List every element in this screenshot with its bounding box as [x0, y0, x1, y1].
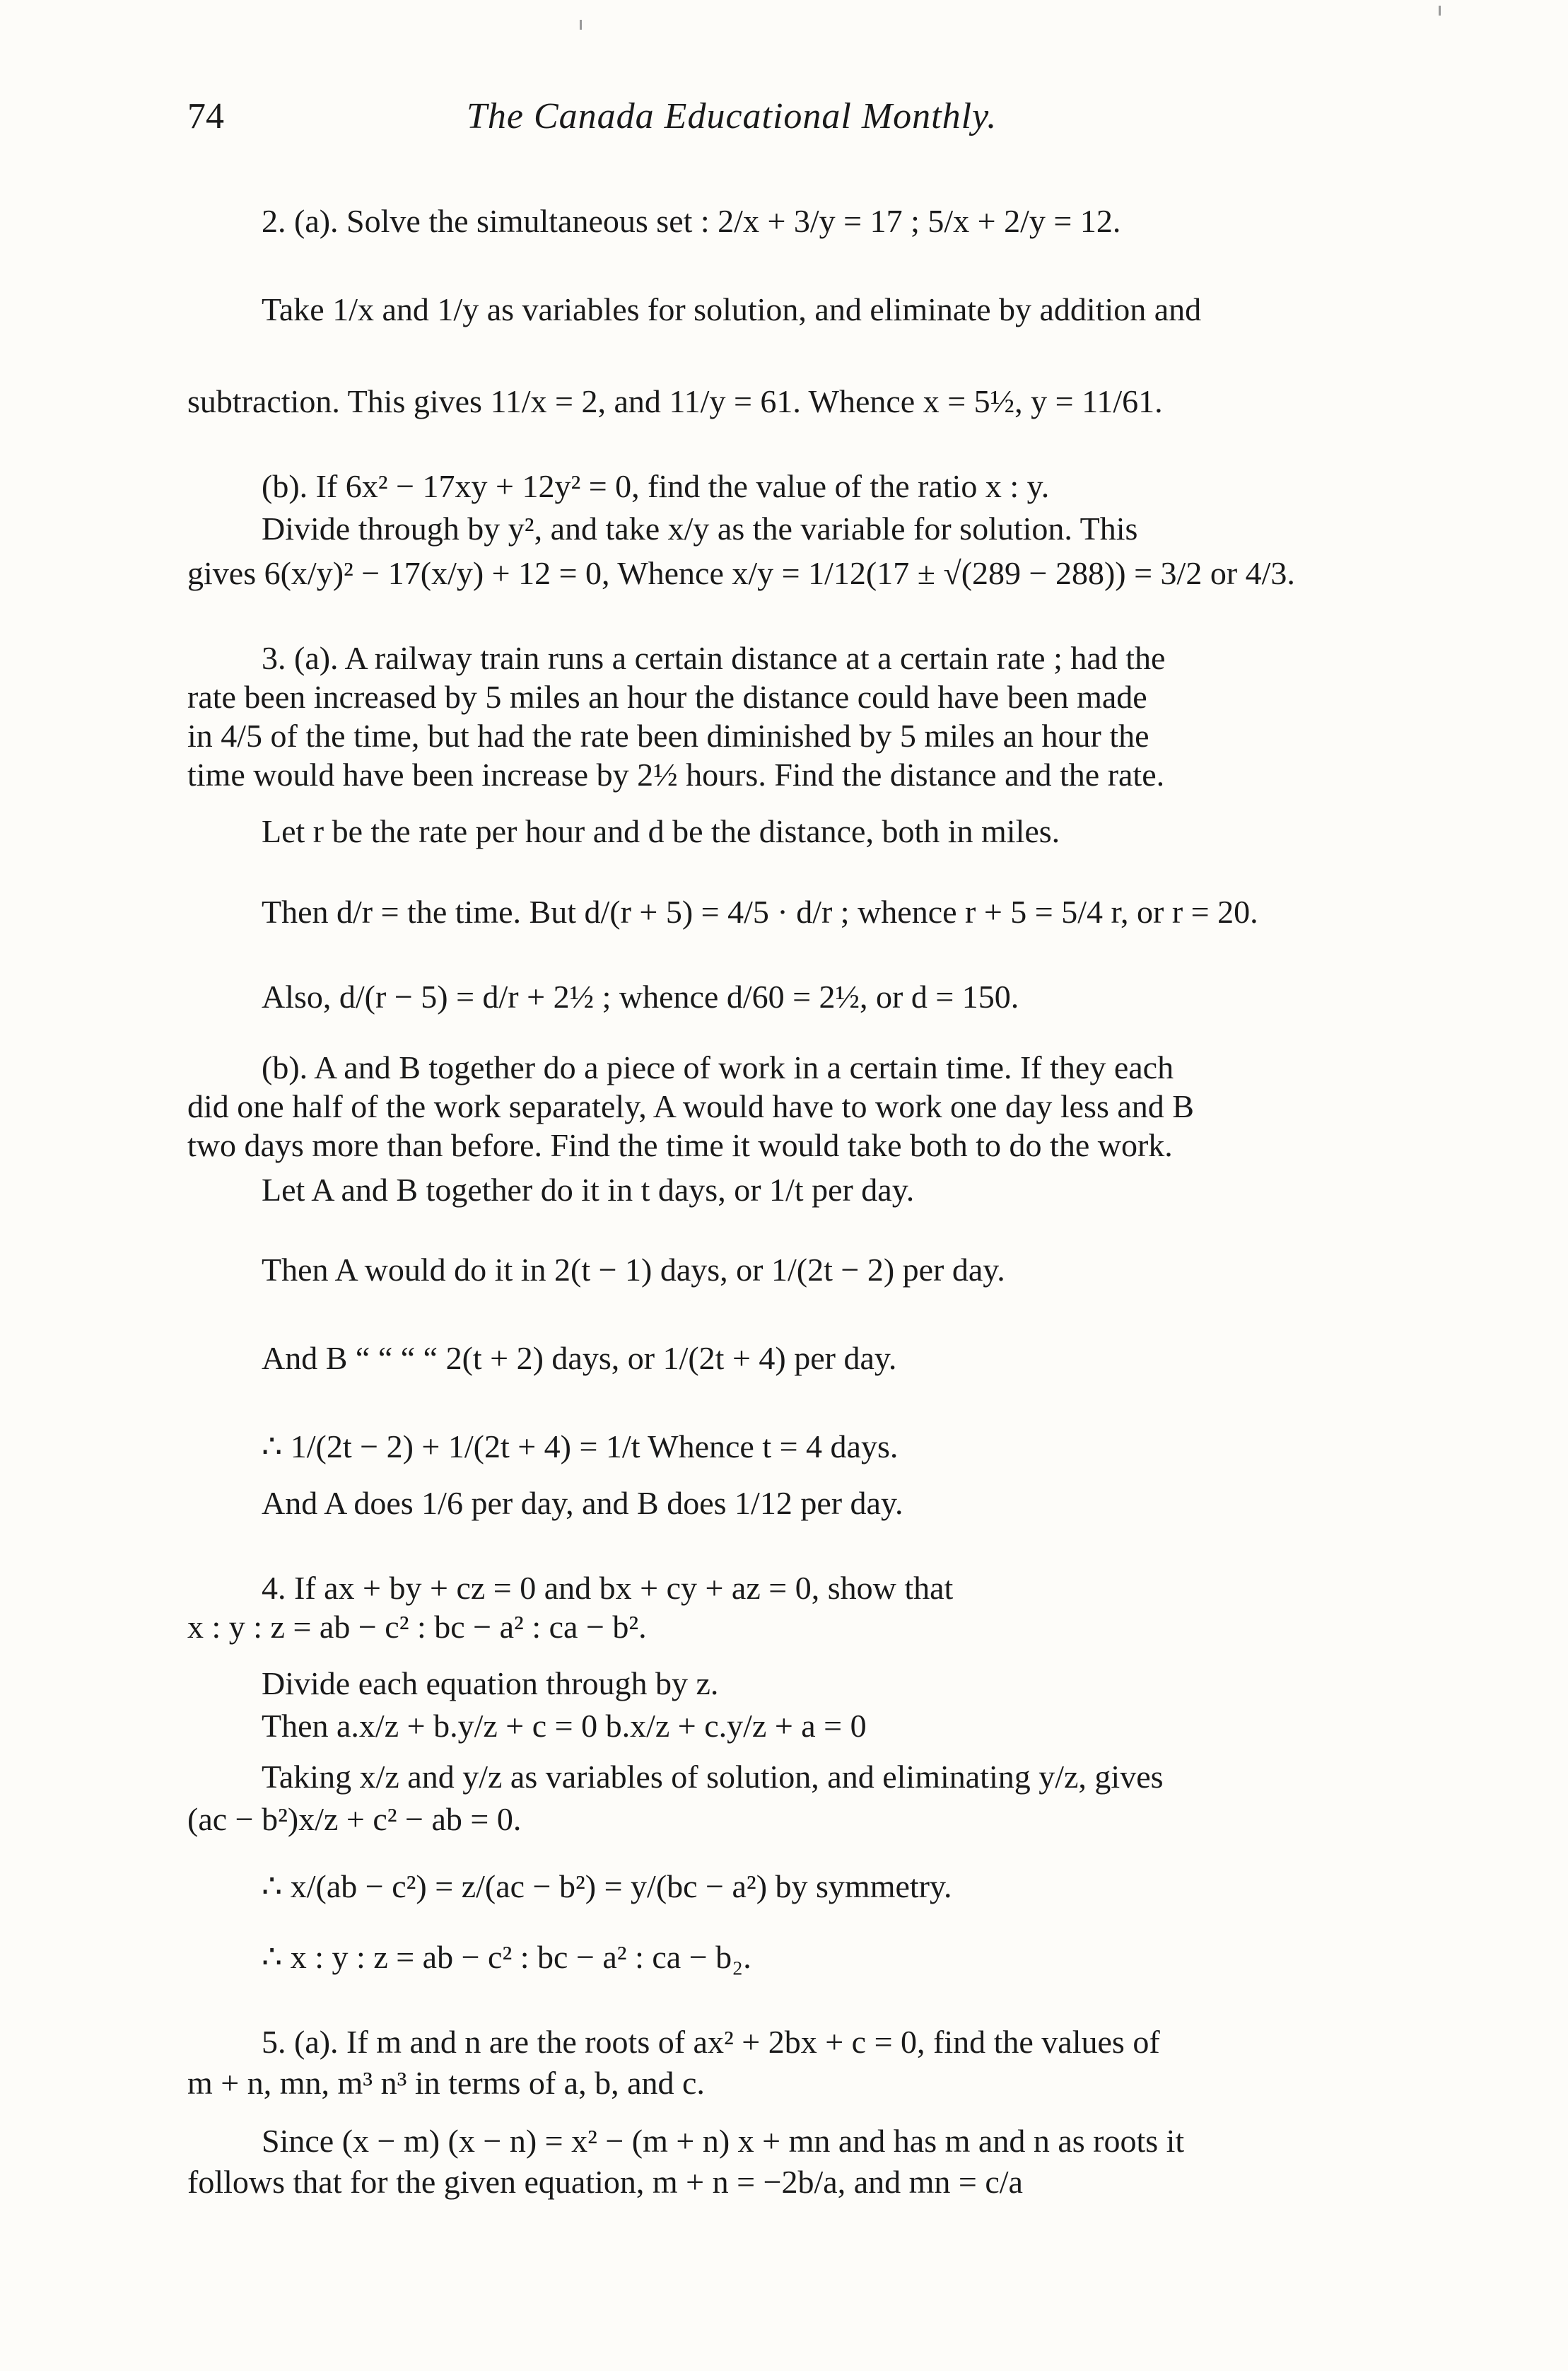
text-line: (ac − b²)x/z + c² − ab = 0.	[187, 1801, 522, 1837]
text-line: time would have been increase by 2½ hours. Find the distance and the rate.	[187, 757, 1165, 793]
running-title: The Canada Educational Monthly.	[467, 96, 997, 136]
text-line: 2. (a). Solve the simultaneous set : 2/x + 3/y = 17 ; 5/x + 2/y = 12.	[262, 203, 1121, 239]
text-line: Also, d/(r − 5) = d/r + 2½ ; whence d/60 = 2½, or d = 150.	[262, 979, 1019, 1015]
text-line: ∴ x/(ab − c²) = z/(ac − b²) = y/(bc − a²) by symmetry.	[262, 1868, 952, 1904]
text-line: did one half of the work separately, A would have to work one day less and B	[187, 1088, 1194, 1124]
text-line: 5. (a). If m and n are the roots of ax² + 2bx + c = 0, find the values of	[262, 2024, 1160, 2060]
text-line: Divide each equation through by z.	[262, 1665, 719, 1701]
text-line: And A does 1/6 per day, and B does 1/12 per day.	[262, 1485, 903, 1521]
text-line: Then A would do it in 2(t − 1) days, or 1/(2t − 2) per day.	[262, 1252, 1005, 1288]
text-line: two days more than before. Find the time it would take both to do the work.	[187, 1127, 1173, 1163]
text-line: gives 6(x/y)² − 17(x/y) + 12 = 0, Whence x/y = 1/12(17 ± √(289 − 288)) = 3/2 or 4/3.	[187, 555, 1295, 591]
text-line: 3. (a). A railway train runs a certain distance at a certain rate ; had the	[262, 640, 1166, 676]
text-line: ∴ x : y : z = ab − c² : bc − a² : ca − b₂.	[262, 1939, 751, 1975]
scan-mark	[1439, 6, 1441, 16]
text-line: (b). If 6x² − 17xy + 12y² = 0, find the value of the ratio x : y.	[262, 468, 1050, 504]
text-line: m + n, mn, m³ n³ in terms of a, b, and c.	[187, 2065, 705, 2101]
text-line: Then d/r = the time. But d/(r + 5) = 4/5 · d/r ; whence r + 5 = 5/4 r, or r = 20.	[262, 894, 1258, 930]
text-line: Divide through by y², and take x/y as the variable for solution. This	[262, 511, 1138, 547]
text-line: ∴ 1/(2t − 2) + 1/(2t + 4) = 1/t Whence t = 4 days.	[262, 1428, 899, 1464]
text-line: Taking x/z and y/z as variables of solution, and eliminating y/z, gives	[262, 1759, 1164, 1795]
text-line: And B “ “ “ “ 2(t + 2) days, or 1/(2t + 4) per day.	[262, 1340, 897, 1376]
text-line: Since (x − m) (x − n) = x² − (m + n) x + mn and has m and n as roots it	[262, 2123, 1185, 2159]
text-line: follows that for the given equation, m + n = −2b/a, and mn = c/a	[187, 2164, 1023, 2200]
page-number: 74	[187, 96, 224, 136]
text-line: Take 1/x and 1/y as variables for solution, and eliminate by addition and	[262, 291, 1202, 327]
text-line: Let A and B together do it in t days, or 1/t per day.	[262, 1172, 915, 1208]
text-line: in 4/5 of the time, but had the rate been diminished by 5 miles an hour the	[187, 718, 1149, 754]
text-line: Then a.x/z + b.y/z + c = 0 b.x/z + c.y/z + a = 0	[262, 1708, 867, 1744]
text-line: 4. If ax + by + cz = 0 and bx + cy + az = 0, show that	[262, 1570, 954, 1606]
text-line: Let r be the rate per hour and d be the distance, both in miles.	[262, 813, 1060, 849]
text-line: x : y : z = ab − c² : bc − a² : ca − b².	[187, 1609, 647, 1645]
text-line: (b). A and B together do a piece of work in a certain time. If they each	[262, 1049, 1174, 1085]
text-line: rate been increased by 5 miles an hour the distance could have been made	[187, 679, 1147, 715]
scan-mark	[580, 20, 582, 30]
text-line: subtraction. This gives 11/x = 2, and 11/y = 61. Whence x = 5½, y = 11/61.	[187, 383, 1163, 419]
